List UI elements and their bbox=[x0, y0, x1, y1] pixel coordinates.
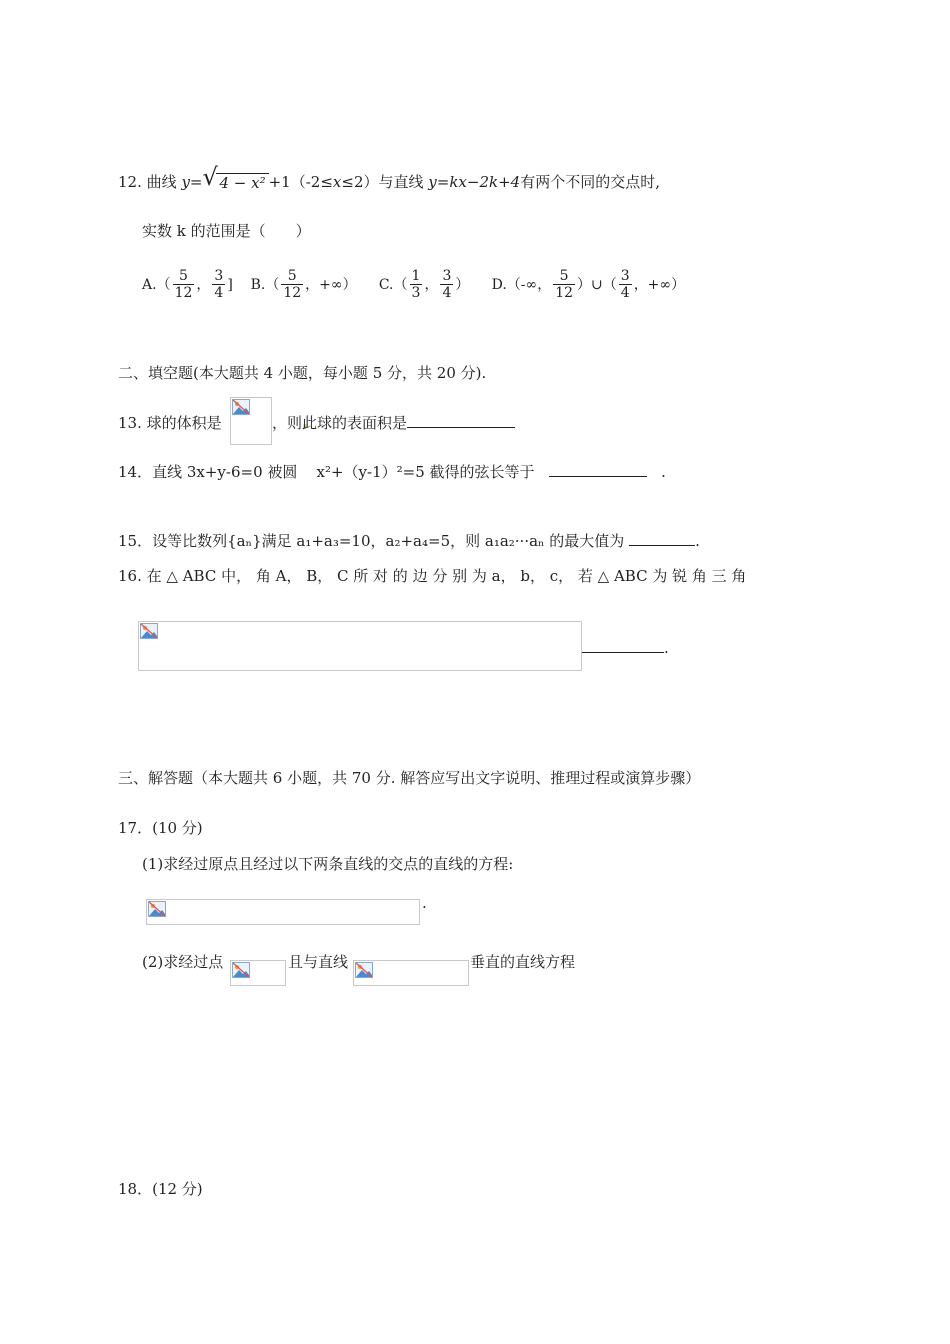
formula-image bbox=[138, 621, 582, 671]
opt-a-end: ] bbox=[227, 276, 233, 293]
broken-image-icon bbox=[148, 901, 166, 917]
q17-number: 17．(10 分) bbox=[118, 819, 203, 837]
opt-c-end: ） bbox=[455, 276, 470, 293]
frac bbox=[440, 268, 453, 301]
q14-circle: x²+（y-1）²=5 截得的弦长等于 bbox=[316, 463, 535, 481]
opt-b-end: ，+∞） bbox=[305, 276, 357, 293]
q17-part2-a: (2)求经过点 bbox=[142, 953, 224, 971]
frac-num: 3 bbox=[620, 268, 630, 284]
opt-c-label: C.（ bbox=[378, 276, 408, 293]
frac bbox=[212, 268, 225, 301]
sqrt-expression bbox=[202, 163, 268, 193]
frac-den: 12 bbox=[555, 285, 574, 301]
broken-image-icon bbox=[355, 962, 373, 978]
q12-line2: 实数 k 的范围是（ ） bbox=[142, 222, 311, 240]
q14 bbox=[118, 462, 666, 482]
q16-blank-line bbox=[582, 638, 669, 658]
answer-blank bbox=[629, 531, 695, 546]
q17-part2-b: 且与直线 bbox=[288, 953, 349, 971]
q12-stem-c: ≤2）与直线 bbox=[341, 173, 424, 191]
sqrt-sign-icon: √ bbox=[202, 163, 218, 191]
q13-rest bbox=[272, 413, 515, 433]
q13 bbox=[118, 413, 222, 433]
q12-opt-c: C.（ $\frac{1}{3}$ ， $\frac{3}{4}$ ） bbox=[378, 268, 470, 301]
q15-text: 设等比数列{aₙ}满足 a₁+a₃=10，a₂+a₄=5，则 a₁a₂···aₙ 的最大值为 bbox=[152, 532, 625, 550]
frac-num: 5 bbox=[281, 268, 303, 285]
q12-stem-b: +1（-2≤ bbox=[268, 173, 333, 191]
q12-line-eq: y=kx−2k+4 bbox=[428, 173, 521, 191]
q12-stem-a: 曲线 bbox=[146, 173, 177, 191]
frac-num: 3 bbox=[214, 268, 224, 284]
q12-y-eq: y= bbox=[181, 173, 203, 191]
frac-num: 3 bbox=[442, 268, 452, 284]
frac-num: 5 bbox=[553, 268, 575, 285]
q12-options bbox=[142, 268, 685, 301]
opt-d-end: ，+∞） bbox=[633, 276, 686, 293]
broken-image-icon bbox=[232, 962, 250, 978]
q13-text-b: ，则此球的表面积是 bbox=[272, 414, 408, 432]
formula-image bbox=[230, 397, 272, 445]
q12-opt-b bbox=[250, 268, 361, 301]
frac-num: 1 bbox=[411, 268, 421, 284]
q18-number: 18．(12 分) bbox=[118, 1180, 203, 1198]
q14-number: 14． bbox=[118, 463, 153, 481]
frac bbox=[410, 268, 423, 301]
formula-image bbox=[146, 899, 420, 925]
frac bbox=[619, 268, 632, 301]
q12-x-var: x bbox=[332, 173, 342, 191]
q16-text: 在 △ ABC 中， 角 A， B， C 所 对 的 边 分 别 为 a， b， c， 若 △ ABC 为 锐 角 三 角 bbox=[146, 567, 747, 585]
opt-d-label: D.（-∞， bbox=[491, 276, 552, 293]
frac-den: 3 bbox=[411, 285, 421, 301]
q17-part1: (1)求经过原点且经过以下两条直线的交点的直线的方程: bbox=[142, 855, 514, 873]
frac bbox=[173, 268, 195, 301]
q14-end: . bbox=[661, 463, 666, 481]
frac bbox=[553, 268, 575, 301]
broken-image-icon bbox=[232, 399, 250, 415]
q13-number: 13. bbox=[118, 414, 142, 432]
q12-stem-d: 有两个不同的交点时, bbox=[520, 173, 660, 191]
frac-num: 5 bbox=[173, 268, 195, 285]
opt-d-mid: ）∪（ bbox=[577, 276, 617, 293]
answer-blank bbox=[582, 638, 664, 653]
opt-a-label: A.（ bbox=[142, 276, 171, 293]
q15-number: 15． bbox=[118, 532, 153, 550]
broken-image-icon bbox=[140, 623, 158, 639]
q12-number: 12. bbox=[118, 173, 142, 191]
q16-end: . bbox=[664, 639, 669, 657]
section3-title: 三、解答题（本大题共 6 小题，共 70 分. 解答应写出文字说明、推理过程或演算步骤） bbox=[118, 769, 701, 787]
q14-text: 直线 3x+y-6=0 被圆 bbox=[152, 463, 298, 481]
q15-end: . bbox=[695, 532, 700, 550]
frac-den: 4 bbox=[442, 285, 452, 301]
frac-den: 12 bbox=[283, 285, 302, 301]
answer-blank bbox=[549, 462, 647, 477]
q12-stem bbox=[118, 163, 660, 193]
section2-title: 二、填空题(本大题共 4 小题，每小题 5 分，共 20 分). bbox=[118, 364, 487, 382]
q16-number: 16. bbox=[118, 567, 142, 585]
opt-b-label: B.（ bbox=[250, 276, 280, 293]
answer-blank bbox=[407, 413, 515, 428]
formula-image bbox=[353, 960, 469, 986]
q12-radicand: 4 − x² bbox=[216, 173, 268, 192]
frac bbox=[281, 268, 303, 301]
q17-part2-c: 垂直的直线方程 bbox=[470, 953, 576, 971]
frac-den: 12 bbox=[174, 285, 193, 301]
frac-den: 4 bbox=[620, 285, 630, 301]
q12-opt-a: A.（ $\frac{5}{12}$ ， $\frac{3}{4}$ ] bbox=[142, 268, 233, 301]
q17-part1-end: . bbox=[422, 894, 427, 912]
q12-opt-d bbox=[491, 268, 686, 301]
formula-image bbox=[230, 960, 286, 986]
q16 bbox=[118, 566, 836, 586]
q15 bbox=[118, 531, 700, 551]
frac-den: 4 bbox=[214, 285, 224, 301]
q13-text-a: 球的体积是 bbox=[146, 414, 222, 432]
